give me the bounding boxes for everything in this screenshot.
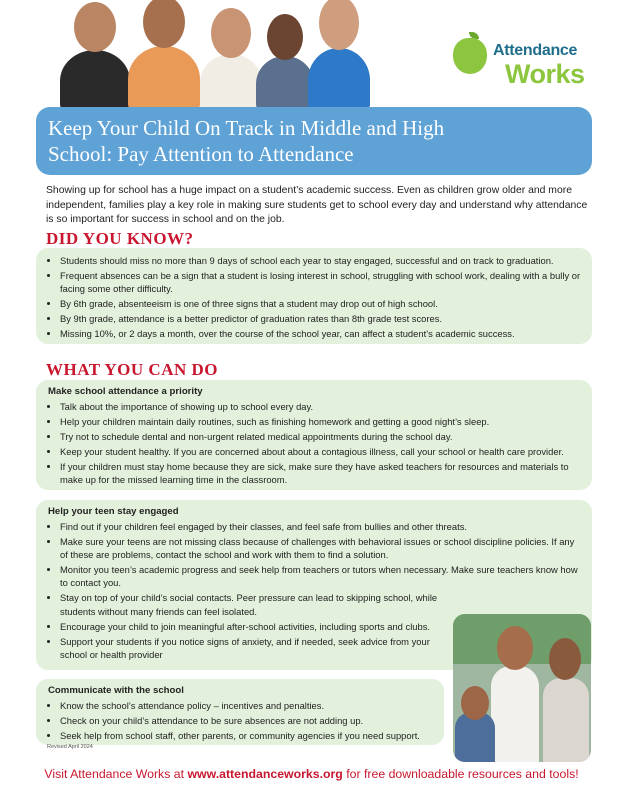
list-item: • By 6th grade, absenteeism is one of three signs that a student may drop out of high school.: [60, 297, 582, 310]
list-item: • Frequent absences can be a sign that a student is losing interest in school, struggling with school work, dealing with a bully or facing some other difficulty.: [60, 269, 582, 295]
student-figure: [256, 56, 314, 112]
student-figure: [128, 46, 200, 112]
revised-date: Revised April 2024: [47, 744, 93, 750]
student-face: [461, 686, 489, 720]
footer-text-post: for free downloadable resources and tools!: [342, 767, 579, 781]
did-you-know-heading: DID YOU KNOW?: [46, 229, 194, 248]
communicate-panel: [36, 679, 444, 745]
logo-text-line1: Attendance: [493, 42, 578, 59]
list-item: • Keep your student healthy. If you are concerned about about a contagious illness, call your school or health care provider.: [60, 445, 582, 458]
communicate-subheading: Communicate with the school: [48, 685, 184, 696]
list-item: • Make sure your teens are not missing class because of challenges with behavioral issues or school discipline policies. If any of these are problems, contact the school and work with them to find a solution.: [60, 535, 582, 561]
list-item: • Missing 10%, or 2 days a month, over the course of the school year, can affect a student’s academic success.: [60, 327, 582, 340]
list-item: • Encourage your child to join meaningful after-school activities, including sports and clubs.: [60, 620, 450, 633]
list-item: • Support your students if you notice signs of anxiety, and if needed, seek advice from your school or health provider: [60, 635, 450, 661]
title-line-1: Keep Your Child On Track in Middle and High: [48, 116, 445, 140]
title-banner: [36, 107, 592, 175]
engaged-subheading: Help your teen stay engaged: [48, 506, 179, 517]
list-item: • Stay on top of your child’s social contacts. Peer pressure can lead to skipping school, while students without many friends can feel isolated.: [60, 591, 450, 617]
list-item: • Seek help from school staff, other parents, or community agencies if you need support.: [60, 729, 434, 742]
footer-text-pre: Visit Attendance Works at: [44, 767, 188, 781]
attendance-works-logo: [453, 32, 588, 92]
footer-link[interactable]: www.attendanceworks.org: [187, 767, 343, 781]
list-item: • Know the school’s attendance policy – incentives and penalties.: [60, 699, 434, 712]
list-item: • Help your children maintain daily routines, such as finishing homework and getting a good night’s sleep.: [60, 415, 582, 428]
list-item: • By 9th grade, attendance is a better predictor of graduation rates than 8th grade test scores.: [60, 312, 582, 325]
logo-text-line2: Works: [505, 59, 585, 89]
priority-list: [46, 400, 582, 487]
student-figure: [543, 678, 589, 762]
did-you-know-panel: [36, 248, 592, 344]
students-photo: [60, 0, 370, 112]
list-item: • Find out if your children feel engaged by their classes, and feel safe from bullies and other threats.: [60, 520, 582, 533]
student-face: [549, 638, 581, 680]
footer-cta: [0, 767, 623, 781]
list-item: • If your children must stay home because they are sick, make sure they have asked teachers for resources and materials to make up for the missed learning time in the classroom.: [60, 460, 582, 486]
list-item: • Talk about the importance of showing up to school every day.: [60, 400, 582, 413]
priority-subheading: Make school attendance a priority: [48, 386, 203, 397]
list-item: • Check on your child’s attendance to be sure absences are not adding up.: [60, 714, 434, 727]
communicate-list: [46, 699, 434, 742]
students-photo-2: [453, 614, 591, 762]
student-figure: [491, 666, 539, 762]
student-figure: [308, 48, 370, 112]
student-face: [497, 626, 533, 670]
title-line-2: School: Pay Attention to Attendance: [48, 142, 354, 166]
what-you-can-do-heading: WHAT YOU CAN DO: [46, 360, 218, 379]
list-item: • Try not to schedule dental and non-urgent related medical appointments during the school day.: [60, 430, 582, 443]
list-item: • Monitor you teen’s academic progress and seek help from teachers or tutors when necessary. Make sure teachers know how to contact you.: [60, 563, 582, 589]
apple-icon: [453, 38, 487, 74]
priority-panel: [36, 380, 592, 490]
list-item: • Students should miss no more than 9 days of school each year to stay engaged, successful and on track to graduation.: [60, 254, 582, 267]
intro-paragraph: Showing up for school has a huge impact on a student’s academic success. Even as children grow older and more independent, families play a key role in making sure students get to school every day and understand why attendance is so important for success in school and on the job.: [46, 185, 588, 226]
did-you-know-list: [46, 254, 582, 341]
student-figure: [60, 50, 130, 112]
student-figure: [200, 54, 262, 112]
